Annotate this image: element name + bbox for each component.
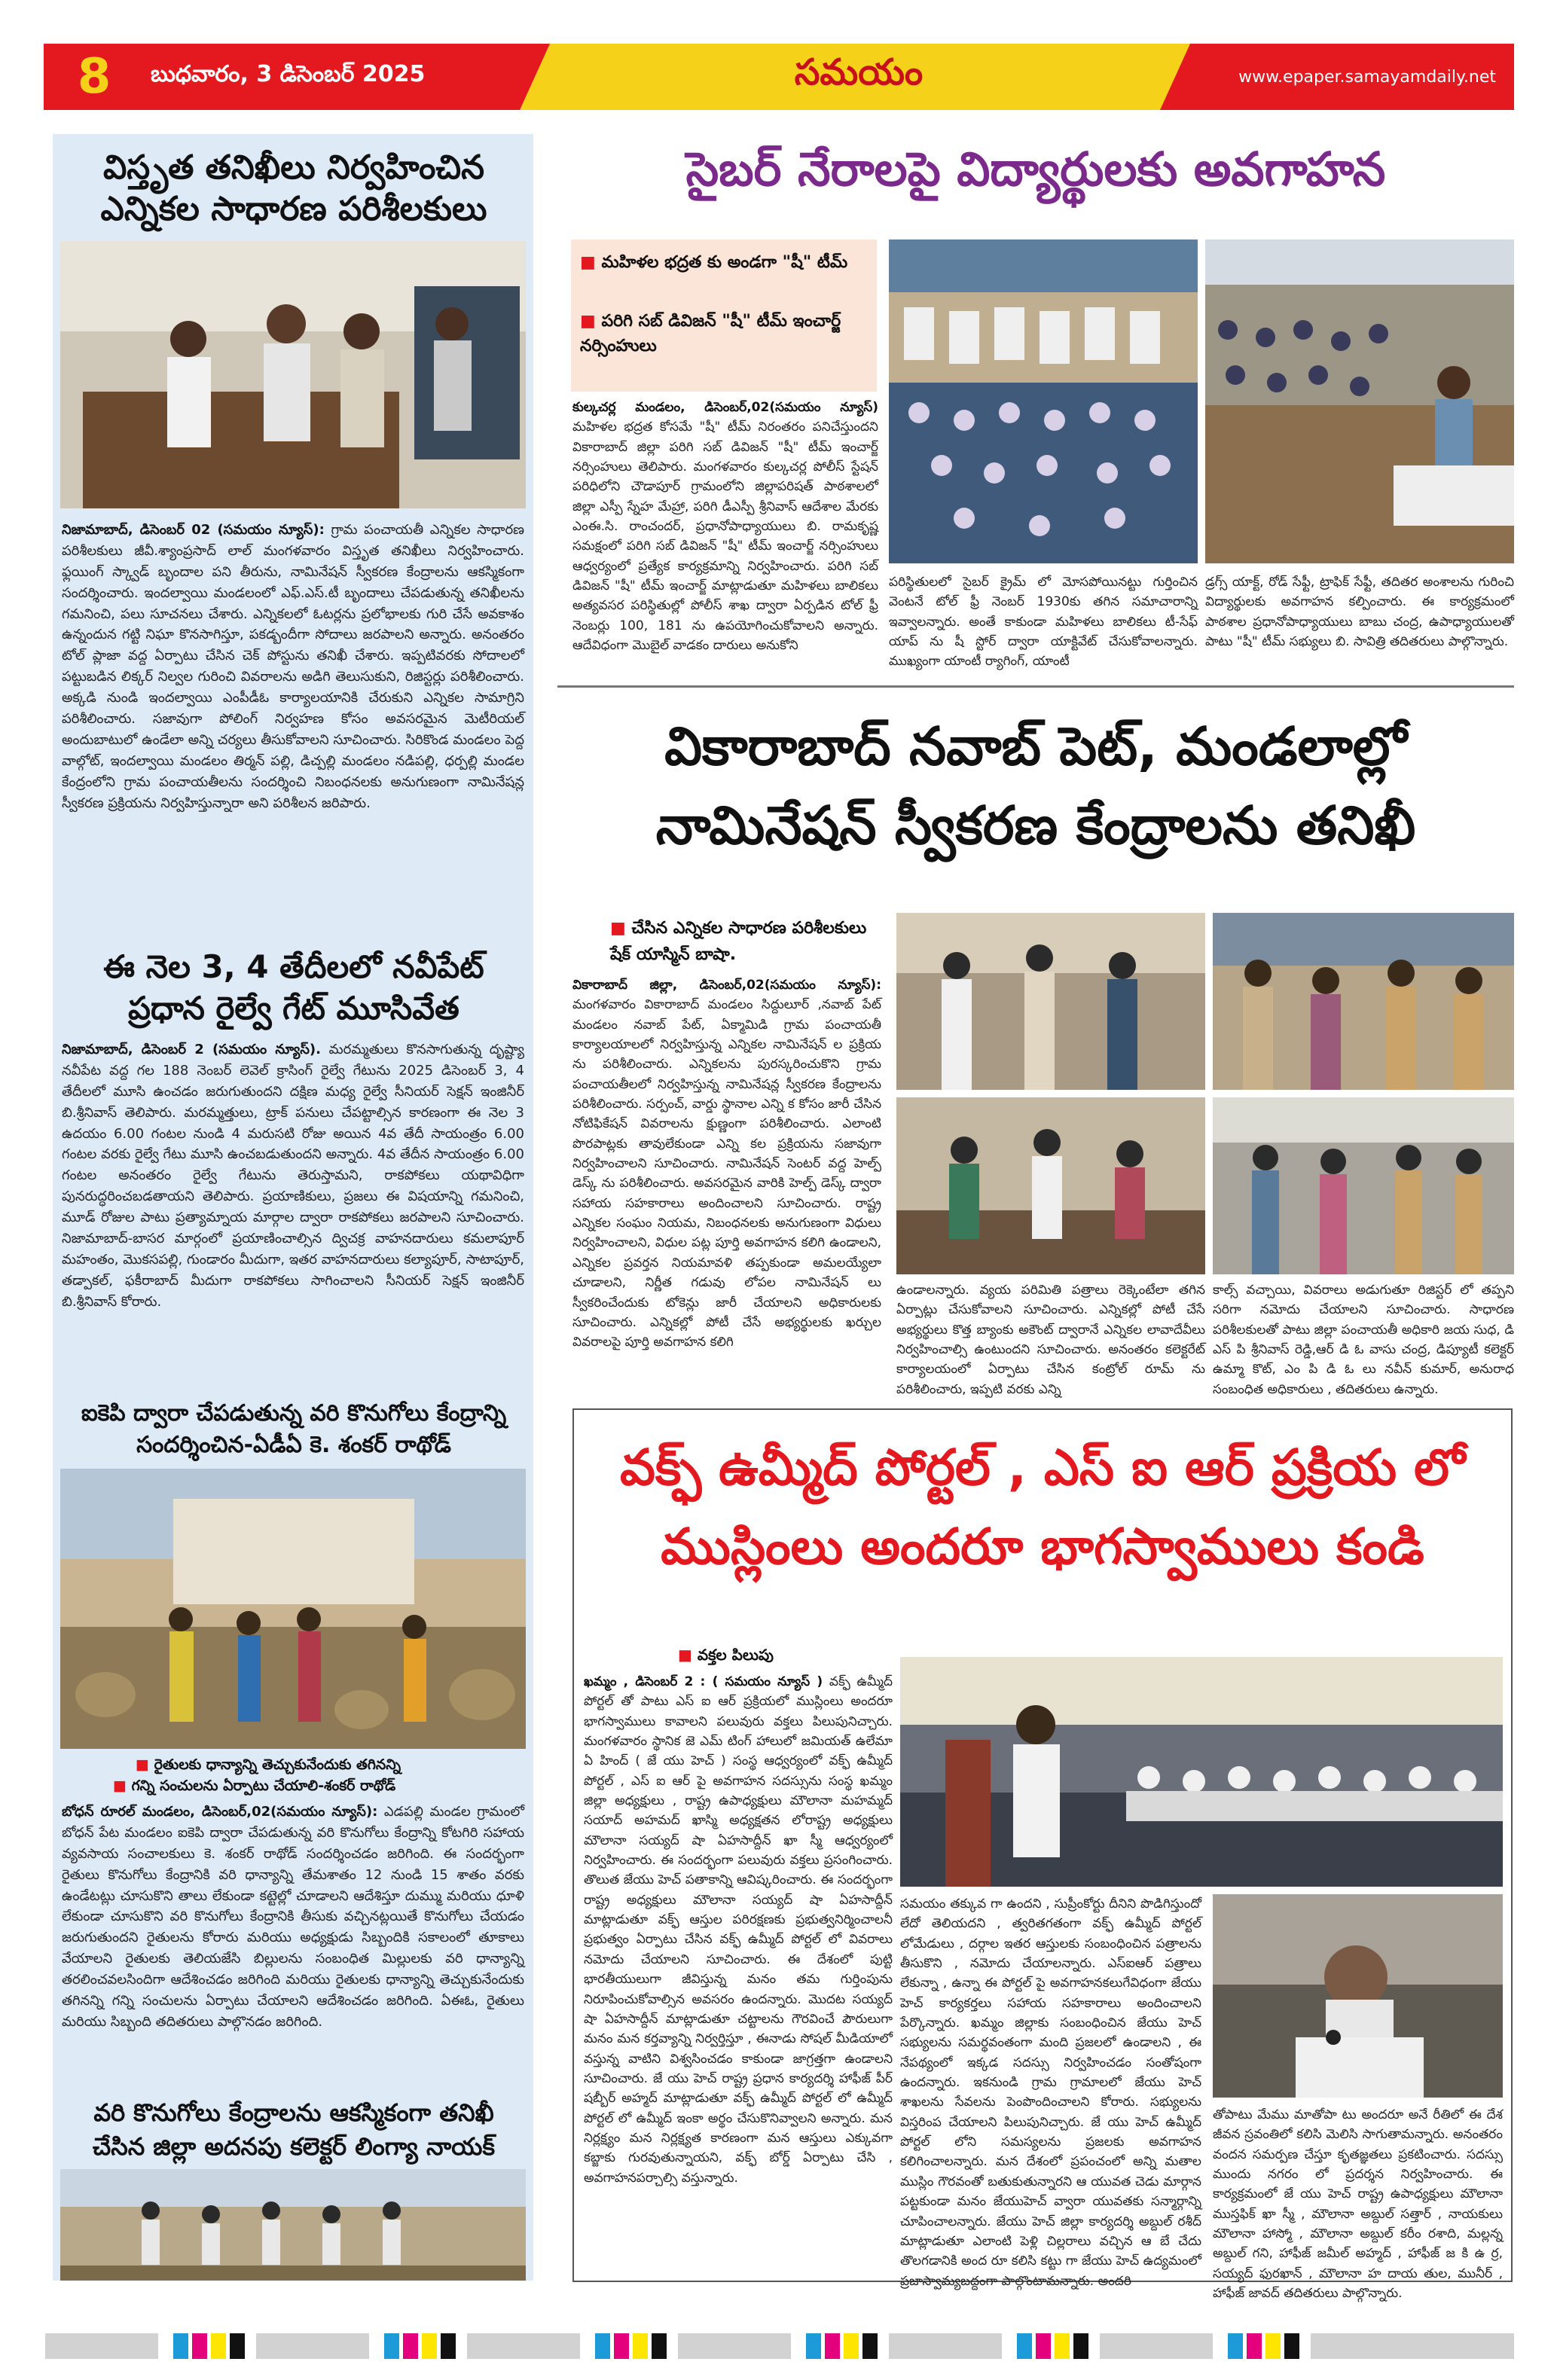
- story1-dateline: నిజామాబాద్, డిసెంబర్ 02 (సమయం న్యూస్):: [62, 522, 325, 538]
- registration-cyan-6: [1228, 2333, 1243, 2359]
- page-number: 8: [77, 49, 111, 105]
- cyber-photo-1: [889, 240, 1198, 563]
- registration-gray-1: [45, 2333, 158, 2359]
- story3-bullet-1: ■ రైతులకు ధాన్యాన్ని తెచ్చుకునేందుకు తగినన్ని: [136, 1756, 527, 1777]
- registration-black-2: [441, 2333, 456, 2359]
- story2-headline-1: ఈ నెల 3, 4 తేదీలలో నవీపేట్: [103, 948, 484, 985]
- cyber-body-col2: పరిస్థితులలో సైబర్ క్రైమ్ లో మోసపోయినట్టు గుర్తించిన వెంటనే టోల్ ఫ్రీ నెంబర్ 1930కు తగిన సమాచారాన్ని ఇవ్వాలన్నారు. అంతే కాకుండా మహిళలు బాలికలు టీ-సేఫ్ యాప్ ను షీ స్టోర్ ద్వారా యాక్టివేట్ చేసుకోవాలన్నారు. ముఖ్యంగా యాంటీ ర్యాగింగ్, యాంటీ: [889, 575, 1198, 670]
- waqf-headline-1: వక్ఫ్ ఉమ్మీద్ పోర్టల్ , ఎస్ ఐ ఆర్ ప్రక్రియ లో: [619, 1439, 1465, 1497]
- registration-gray-6: [1100, 2333, 1213, 2359]
- nomination-bullet: ■ చేసిన ఎన్నికల సాధారణ పరిశీలకులు షేక్ యాస్మిన్ బాషా.: [610, 915, 881, 968]
- nomination-body-col2: ఉండాలన్నారు. వ్యయ పరిమితి పత్రాలు రెక్కెంటేలా తగిన ఏర్పాట్లు చేసుకోవాలని సూచించారు. ఎన్నికల్లో పోటీ చేసే అభ్యర్థులు కొత్త బ్యాంకు అకౌంట్ ద్వారానే ఎన్నికల లావాదేవీలు నిర్వహించాల్సి ఉంటుందని సూచించారు. అనంతరం కలెక్టరేట్ కార్యాలయంలో ఏర్పాటు చేసిన కంట్రోల్ రూమ్ ను పరిశీలించారు, ఇప్పటి వరకు ఎన్ని: [896, 1283, 1205, 1397]
- story2-body: [62, 1039, 524, 1393]
- registration-black-3: [652, 2333, 667, 2359]
- epaper-url[interactable]: www.epaper.samayamdaily.net: [1238, 67, 1496, 87]
- cyber-dateline: కుల్కచర్ల మండలం, డిసెంబర్,02(సమయం న్యూస్): [572, 400, 878, 415]
- registration-yellow-6: [1265, 2333, 1281, 2359]
- story2-dateline: నిజామాబాద్, డిసెంబర్ 2 (సమయం న్యూస్).: [62, 1042, 321, 1057]
- registration-cyan-3: [595, 2333, 610, 2359]
- registration-magenta-4: [825, 2333, 840, 2359]
- waqf-bullet: ■ వక్తల పిలుపు: [678, 1646, 874, 1668]
- registration-black-5: [1073, 2333, 1088, 2359]
- section-divider-1: [557, 685, 1514, 688]
- nomination-photo-4: [1213, 1097, 1514, 1274]
- story1-headline-2: ఎన్నికల సాధారణ పరిశీలకులు: [100, 190, 487, 228]
- story4-headline-2: చేసిన జిల్లా అదనపు కలెక్టర్ లింగ్యా నాయక్: [92, 2132, 496, 2161]
- registration-gray-3: [467, 2333, 580, 2359]
- story2-text: మరమ్మతులు కొనసాగుతున్న దృష్ట్యా నవీపేట వద్ద గల 188 నెంబర్ లెవెల్ క్రాసింగ్ రైల్వే గేటును 2025 డిసెంబర్ 3, 4 తేదీలలో మూసి ఉంచడం జరుగుతుందని దక్షిణ మధ్య రైల్వే సీనియర్ సెక్షన్ ఇంజినీర్ బి.శ్రీనివాస్ తెలిపారు. మరమ్మత్తులు, ట్రాక్ పనులు చేపట్టాల్సిన కారణంగా ఈ నెల 3 ఉదయం 6.00 గంటల నుండి 4 మరుసటి రోజు అయిన 4వ తేదీ సాయంత్రం 6.00 గంటల వరకు రైల్వే గేటు మూసి ఉంచబడుతుందని అన్నారు. 4వ తేదీన సాయంత్రం 6.00 గంటల అనంతరం రైల్వే గేటును తెరుస్తామని, రాకపోకలు యథావిధిగా పునరుద్ధరించబడతాయని తెలిపారు. ప్రయాణికులు, ప్రజలు ఈ విషయాన్ని గమనించి, మూడ్ రోజుల పాటు ప్రత్యామ్నాయ మార్గాల ద్వారా రాకపోకలు జరపాలని సూచించారు. నిజామాబాద్-బాసర మార్గంలో ప్రయాణించాల్సిన ద్విచక్ర వాహనదారులు కమలాపూర్ మహంతం, మొకసపల్లి, గుండారం మీదుగా, ఇతర వాహనదారులు కల్యాపూర్, సాటాపూర్, తడ్పాకల్, ఫకీరాబాద్ మీదుగా రాకపోకలు సాగించాలని సీనియర్ సెక్షన్ ఇంజినీర్ బి.శ్రీనివాస్ కోరారు.: [62, 1042, 524, 1310]
- waqf-text-col1: వక్ఫ్ ఉమ్మీద్ పోర్టల్ తో పాటు ఎస్ ఐ ఆర్ ప్రక్రియలో ముస్లింలు అందరూ భాగస్వాములు కావాలని పలువురు వక్తలు పిలుపునిచ్చారు. మంగళవారం స్థానిక జె ఎమ్ టింగ్ హాలులో జమియత్ ఉలేమా ఏ హింద్ ( జే యు హెచ్ ) సంస్థ ఆధ్వర్యంలో వక్ఫ్ ఉమ్మీద్ పోర్టల్ , ఎస్ ఐ ఆర్ పై అవగాహన సదస్సును సంస్థ ఖమ్మం జిల్లా అధ్యక్షులు , రాష్ట్ర ఉపాధ్యక్షులు మౌలానా మహమ్మద్ సయాద్ అహమద్ ఖాస్మి అధ్యక్షతన లోరాష్ట్ర అధ్యక్షులు మౌలానా సయ్యద్ షా ఏహసాద్దీన్ ఖా స్మీ ఆధ్వర్యంలో నిర్వహించారు. ఈ సందర్భంగా పలువురు వక్తలు ప్రసంగించారు. తొలుత జేయు హెచ్ పతాకాన్ని ఆవిష్కరించారు. ఈ సందర్భంగా రాష్ట్ర అధ్యక్షులు మౌలానా సయ్యద్ షా ఏహసాద్దీన్ మాట్లాడుతూ వక్ఫ్ ఆస్తుల పరిరక్షణకు ప్రభుత్వనిర్మించాలనీ ప్రభుత్వం ఏర్పాటు చేసిన వక్ఫ్ ఉమ్మీద్ పోర్టల్ లో వివరాలు నమోదు చేయాలని సూచించారు. ఈ దేశంలో పుట్టి భారతీయులుగా జీవిస్తున్న మనం తమ గుర్తింపును నిరూపించుకోవాల్సిన అవసరం ఉందన్నారు. మొదట సయ్యద్ షా ఏహసాద్దీన్ మాట్లాడుతూ చట్టాలను గౌరవించే పౌరులుగా మనం మన కర్తవ్యాన్ని నిర్వర్తిస్తూ , ఈనాడు సోషల్ మీడియాలో వస్తున్న వాటిని విశ్వసించడం కాకుండా జాగ్రత్తగా ఉండాలని సూచించారు. జే యు హెచ్ రాష్ట్ర ప్రధాన కార్యదర్శి హాఫీజ్ పీర్ షబ్బీర్ అహ్మద్ మాట్లాడుతూ వక్ఫ్ ఉమ్మీద్ పోర్టల్ లో ఉమ్మీద్ పోర్టల్ లో ఉమ్మీద్ ఇంకా అర్థం చేసుకొనివ్వాలని అన్నారు. మన నిర్లక్ష్యం మన నిర్లక్ష్యత కారణంగా మన ఆస్తులు ఎక్కువగా కబ్జాకు గురవుతున్నాయని, వక్ఫ్ బోర్డ్ ఏర్పాటు చేసి , అవగాహనపర్చాల్సి వస్తున్నారు.: [584, 1674, 893, 2186]
- waqf-dateline: ఖమ్మం , డిసెంబర్ 2 : ( సమయం న్యూస్ ): [584, 1674, 823, 1689]
- registration-gray-5: [889, 2333, 1002, 2359]
- nomination-photo-1: [896, 913, 1205, 1090]
- story3-headline-2: సందర్శించిన-ఏడీఏ కె. శంకర్ రాథోడ్: [136, 1432, 451, 1458]
- registration-black-4: [862, 2333, 878, 2359]
- registration-gray-4: [678, 2333, 791, 2359]
- nomination-dateline: వికారాబాద్ జిల్లా, డిసెంబర్,02(సమయం న్యూస్):: [572, 978, 881, 993]
- story3-dateline: బోధన్ రూరల్ మండలం, డిసెంబర్,02(సమయం న్యూస్):: [62, 1804, 378, 1820]
- nomination-text-col1: మంగళవారం వికారాబాద్ మండలం సిద్దులూర్ ,నవాబ్ పేట్ మండలం నవాబ్ పేట్, ఏక్మామిడి గ్రామ పంచాయతీ కార్యాలయాలలో నిర్వహిస్తున్న ఎన్నికల నామినేషన్ ల ప్రక్రియ ను పరిశీలించారు. ఎన్నికలను పురస్కరించుకొని గ్రామ పంచాయతీలలో నిర్వహిస్తున్న నామినేషన్ల స్వీకరణ కేంద్రాలను పరిశీలించారు. సర్పంచ్, వార్డు స్థానాల ఎన్ని క కోసం జారీ చేసిన నోటిఫికేషన్ వివరాలను క్షుణ్ణంగా పరిశీలించారు. ఎలాంటి పొరపాట్లకు తావులేకుండా ఎన్ని కల ప్రక్రియను సజావుగా నిర్వహించాలని సూచించారు. నామినేషన్ సెంటర్ వద్ద హెల్ప్ డెస్క్ ను పరిశీలించారు. అవసరమైన వారికి హెల్ప్ డెస్క్ ద్వారా సహాయ సహకారాలు అందించాలని సూచించారు. రాష్ట్ర ఎన్నికల సంఘం నియమ, నిబంధనలకు అనుగుణంగా విధులు నిర్వహించాలని, విధుల పట్ల పూర్తి అవగాహన కలిగి ఉండాలని, ఎన్నికల ప్రవర్తన నియమావళి తప్పకుండా అమలయ్యేలా చూడాలని, నిర్ణీత గడువు లోపల నామినేషన్ లు స్వీకరించేందుకు టోకెన్లు జారీ చేయాలని అధికారులకు సూచించారు. ఎన్నికల్లో పోటీ చేసే అభ్యర్థులకు ఖర్చుల వివరాలపై పూర్తి అవగాహన కలిగి: [572, 997, 881, 1350]
- registration-magenta: [192, 2333, 207, 2359]
- registration-black-6: [1284, 2333, 1299, 2359]
- waqf-photo-1: [900, 1657, 1503, 1887]
- story1-headline-1: విస్తృత తనిఖీలు నిర్వహించిన: [103, 148, 484, 187]
- story1-text: గ్రామ పంచాయతీ ఎన్నికల సాధారణ పరిశీలకులు జీవీ.శ్యాంప్రసాద్ లాల్ మంగళవారం విస్తృత తనిఖీలు నిర్వహించారు. ఫ్లయింగ్ స్క్వాడ్ బృందాల పని తీరును, నామినేషన్ స్వీకరణ కేంద్రాలను ఆకస్మికంగా సందర్శించారు. ఇందల్వాయి మండలంలో ఎఫ్.ఎస్.టీ బృందాలు చేపడుతున్న తనిఖీలను గమనించి, పలు సూచనలు చేశారు. ఎన్నికలలో ఓటర్లను ప్రలోభాలకు గురి చేసే అవకాశం ఉన్నందున గట్టి నిఘా కొనసాగిస్తూ, పకడ్బందీగా సోదాలు జరపాలని అన్నారు. అనంతరం టోల్ ప్లాజా వద్ద ఏర్పాటు చేసిన చెక్ పోస్టును తనిఖీ చేశారు. ఇప్పటివరకు సోదాలలో పట్టుబడిన లిక్కర్ నిల్వల గురించి వివరాలను అడిగి తెలుసుకుని, రిజిస్టర్లు పరిశీలించారు. అక్కడి నుండి ఇందల్వాయి ఎంపీడీఓ కార్యాలయానికి చేరుకుని ఎన్నికల సామాగ్రిని పరిశీలించారు. సజావుగా పోలింగ్ నిర్వహణ కోసం అవసరమైన మెటీరియల్ అందుబాటులో ఉండేలా అన్ని చర్యలు తీసుకోవాలని సూచించారు. సిరికొండ మండలం పెద్ద వాల్గోట్, ఇందల్వాయి మండలం తిర్మన్ పల్లి, డిచ్పల్లి మండలం నడిపల్లి, ధర్పల్లి మండల కేంద్రంలోని గ్రామ పంచాయతీలను సందర్శించి నిబంధనలకు అనుగుణంగా నామినేషన్ల స్వీకరణ ప్రక్రియను నిర్వహిస్తున్నారా అని పరిశీలన జరిపారు.: [62, 522, 524, 811]
- issue-date: బుధవారం, 3 డిసెంబర్ 2025: [151, 61, 426, 87]
- registration-cyan-2: [384, 2333, 399, 2359]
- story3-body: [62, 1802, 524, 2095]
- nomination-photo-3: [896, 1097, 1205, 1274]
- story3-bullet-2: ■ గన్ని సంచులను ఏర్పాటు చేయాలి-శంకర్ రాథోడ్: [113, 1777, 527, 1798]
- registration-cyan: [173, 2333, 188, 2359]
- cyber-bullet-2: ■ పరిగి సబ్ డివిజన్ "షీ" టీమ్ ఇంచార్జ్ నర్సింహులు: [580, 309, 866, 359]
- registration-black: [230, 2333, 245, 2359]
- cyber-bullet-1: ■ మహిళల భద్రత కు అండగా "షీ" టీమ్: [580, 250, 866, 275]
- story3-headline-1: ఐకెపి ద్వారా చేపడుతున్న వరి కొనుగోలు కేంద్రాన్ని: [81, 1400, 507, 1426]
- registration-magenta-5: [1036, 2333, 1051, 2359]
- story4-headline-1: వరి కొనుగోలు కేంద్రాలను ఆకస్మికంగా తనిఖీ: [93, 2098, 494, 2127]
- story2-headline-2: ప్రధాన రైల్వే గేట్ మూసివేత: [128, 990, 459, 1027]
- registration-yellow: [211, 2333, 226, 2359]
- waqf-body-col2: సమయం తక్కువ గా ఉందని , సుప్రీంకోర్టు దీనిని పొడిగిస్తుందో లేదో తెలియదని , త్వరితగతంగా వక్ఫ్ ఉమ్మీద్ పోర్టల్ లోమేడులు , దర్గాల ఇతర ఆస్తులకు సంబంధించిన పత్రాలను తీసుకొని , నమోదు చేయాలన్నారు. ఎస్ఐఆర్ పత్రాలు లేకున్నా , ఉన్నా ఈ పోర్టల్ పై అవగాహనకలుగేవిధంగా జేయు హెచ్ కార్యకర్తలు సహాయ సహకారాలు అందించాలని పేర్కొన్నారు. ఖమ్మం జిల్లాకు సంబంధించిన జేయు హెచ్ సభ్యులను సమర్థవంతంగా మంది ప్రజలలో ఉండాలని , ఈ నేపథ్యంలో ఇక్కడ సదస్సు నిర్వహించడం సంతోషంగా ఉందన్నారు. ఇకనుండి గ్రామ గ్రామాలలో జేయు హెచ్ శాఖలను సేవలను పెంపొందించాలని కోరారు. సభ్యులను విస్తరింప చేయాలని పిలుపునిచ్చారు. జే యు హెచ్ ఉమ్మీద్ పోర్టల్ లోని సమస్యలను ప్రజలకు అవగాహన కలిగించాలన్నారు. మన దేశంలో ప్రపంచంలో అన్ని మతాల ముస్లిం గౌరవంతో బతుకుతున్నారని ఆ యువత చెడు మార్గాన పట్టకుండా మనం జేయుహెచ్ వ్వారా యువతకు సన్మార్గాన్ని చూపించాలన్నారు. జేయు హెచ్ జిల్లా కార్యదర్శి అబ్దుల్ రశీద్ మాట్లాడుతూ ఎలాంటి పెళ్లి చిల్లరాలు వచ్చిన ఆ బే చేదు తొలగడానికి అంద రూ కలిసి కట్టు గా జేయు హెచ్ ఉద్యమంలో ప్రజాస్వామ్యబద్దంగా పాల్గొంటామన్నారు. అందరి: [900, 1896, 1201, 2289]
- registration-cyan-5: [1017, 2333, 1032, 2359]
- nomination-headline-2: నామినేషన్ స్వీకరణ కేంద్రాలను తనిఖీ: [655, 795, 1416, 856]
- cyber-headline: సైబర్ నేరాలపై విద్యార్థులకు అవగాహన: [685, 142, 1386, 197]
- registration-gray-7: [1311, 2333, 1514, 2359]
- story1-photo: [60, 241, 526, 508]
- story1-body: [62, 520, 524, 930]
- story3-text: ఎడపల్లి మండల గ్రామంలో బోధన్ పేట మండలం ఐకెపి ద్వారా చేపడుతున్న వరి కొనుగోలు కేంద్రాన్ని కోటగిరి సహాయ వ్యవసాయ సంచాలకులు కె. శంకర్ రాథోడ్ సందర్శించడం జరిగింది. ఈ సందర్భంగా రైతులు కొనుగోలు కేంద్రానికి వరి ధాన్యాన్ని తేమశాతం 12 నుండి 15 శాతం వరకు ఉండేటట్లు చూసుకొని తాలు లేకుండా కట్టెల్లో చూడాలని ఆదేశిస్తూ దుమ్ము మరియు ధూళి లేకుండా చూసుకొని వరి కొనుగోలు కేంద్రానికి తీసుకు వచ్చినట్లయితే కొనుగోలు చేయడం జరుగుతుందని రైతులను కోరారు మరియు అధ్యక్షుడు సిబ్బందికి సకాలంలో తూకాలు వేయాలని రైతులకు తెలియజేసి బిల్లులను సంబంధిత మిల్లులకు వరి ధాన్యాన్ని తరలించవలసిందిగా ఆదేశించడం జరిగింది మరియు రైతులకు ధాన్యాన్ని తెచ్చుకునేందుకు తగినన్ని గన్ని సంచులను ఏర్పాటు చేయాలని ఆదేశించడం జరిగింది. ఏఈఓ, రైతులు మరియు సిబ్బంది తదితరులు పాల్గొనడం జరిగింది.: [62, 1804, 524, 2030]
- cyber-photo-2: [1205, 240, 1514, 563]
- registration-magenta-2: [403, 2333, 418, 2359]
- cyber-body-col3: డ్రగ్స్ యాక్ట్, రోడ్ సేఫ్టీ, ట్రాఫిక్ సేఫ్టీ, తదితర అంశాలను గురించి విద్యార్థులకు అవగాహన కల్పించారు. ఈ కార్యక్రమంలో పాఠశాల ప్రధానోపాధ్యాయులు బాబు చంద్ర, ఉపాధ్యాయులతో పాటు "షీ" టీమ్ సభ్యులు బి. సావిత్రి తదితరులు పాల్గొన్నారు.: [1205, 575, 1514, 650]
- registration-magenta-3: [614, 2333, 629, 2359]
- nomination-body-col3: కాల్స్ వచ్చాయి, వివరాలు అడుగుతూ రిజిస్టర్ లో తప్పని సరిగా నమోదు చేయాలని సూచించారు. సాధారణ పరిశీలకులతో పాటు జిల్లా పంచాయతీ అధికారి జయ సుధ, డి ఎస్ పి శ్రీనివాస్ రెడ్డి,ఆర్ డి ఓ వాసు చంద్ర, డిప్యూటీ కలెక్టర్ ఉమ్మా కొట్, ఎం పి డి ఓ లు నవీన్ కుమార్, అనురాధ సంబంధిత అధికారులు , తదితరులు ఉన్నారు.: [1213, 1283, 1514, 1397]
- waqf-body-col3: తోపాటు మేము మాతోపా టు అందరూ అనే రీతిలో ఈ దేశ జీవన స్రవంతిలో కలిసి మెలిసి సాగుతామన్నారు. అనంతరం వందన సమర్పణ చేస్తూ కృతజ్ఞతలు ప్రకటించారు. సదస్సు ముందు నగరం లో ప్రదర్శన నిర్వహించారు. ఈ కార్యక్రమంలో జే యు హెచ్ రాష్ట్ర ఉపాధ్యక్షులు మౌలానా ముస్తఫిక్ ఖా స్మీ , మౌలానా అబ్దుల్ సత్తార్ , నాయకులు మౌలానా హాస్మో , మౌలానా అబ్దుల్ కరీం రశాది, మల్లన్న అబ్దుల్ గని, హాఫీజ్ జమీల్ అహ్మద్ , హాఫీజ్ జ కి ఉ ర్ర, సయ్యద్ ఫురఖాన్ , మౌలానా హ దాయ తుల, మునీర్ , హాఫీజ్ జావద్ తదితరులు పాల్గొన్నారు.: [1213, 2107, 1503, 2302]
- registration-cyan-4: [806, 2333, 821, 2359]
- waqf-body-col1: [584, 1672, 893, 2275]
- nomination-photo-2: [1213, 913, 1514, 1090]
- registration-gray-2: [256, 2333, 369, 2359]
- registration-yellow-5: [1055, 2333, 1070, 2359]
- waqf-photo-2: [1213, 1894, 1503, 2098]
- registration-yellow-4: [844, 2333, 859, 2359]
- story4-photo: [60, 2169, 526, 2281]
- registration-yellow-3: [633, 2333, 648, 2359]
- registration-yellow-2: [422, 2333, 437, 2359]
- cyber-text-col1: మహిళల భద్రత కోసమే "షీ" టీమ్ నిరంతరం పనిచేస్తుందని వికారాబాద్ జిల్లా పరిగి సబ్ డివిజన్ "షీ" టీమ్ ఇంచార్జ్ నర్సింహులు తెలిపారు. మంగళవారం కుల్కచర్ల పోలీస్ స్టేషన్ పరిధిలోని చౌడాపూర్ గ్రామంలోని జిల్లాపరిషత్ పాఠశాలలో జిల్లా ఎస్పీ స్నేహ మేహ్రా, పరిగి డీఎస్పీ శ్రీనివాస్ ఆదేశాల మేరకు ఎంఈ.సి. రాంచందర్, ప్రధానోపాధ్యాయులు బి. రామకృష్ణ సమక్షంలో పరిగి సబ్ డివిజన్ "షీ" టీమ్ ఇంచార్జ్ నర్సింహులు ఆధ్వర్యంలో ప్రత్యేక కార్యక్రమాన్ని నిర్వహించారు. పరిగి సబ్ డివిజన్ "షీ" టీమ్ ఇంచార్జ్ మాట్లాడుతూ మహిళలు బాలికలు అత్యవసర పరిస్థితుల్లో పోలీస్ శాఖ ద్వారా ఏర్పడిన టోల్ ఫ్రీ నెంబర్లు 100, 181 ను ఉపయోగించుకోవాలని అన్నారు. ఆదేవిధంగా మొబైల్ వాడకం దారులు అనుకోని: [572, 420, 878, 654]
- nomination-headline-1: వికారాబాద్ నవాబ్ పెట్, మండలాల్లో: [664, 716, 1407, 777]
- masthead-title: సమయం: [794, 51, 924, 93]
- story3-photo: [60, 1469, 526, 1749]
- registration-magenta-6: [1247, 2333, 1262, 2359]
- waqf-headline-2: ముస్లింలు అందరూ భాగస్వాములు కండి: [661, 1518, 1424, 1576]
